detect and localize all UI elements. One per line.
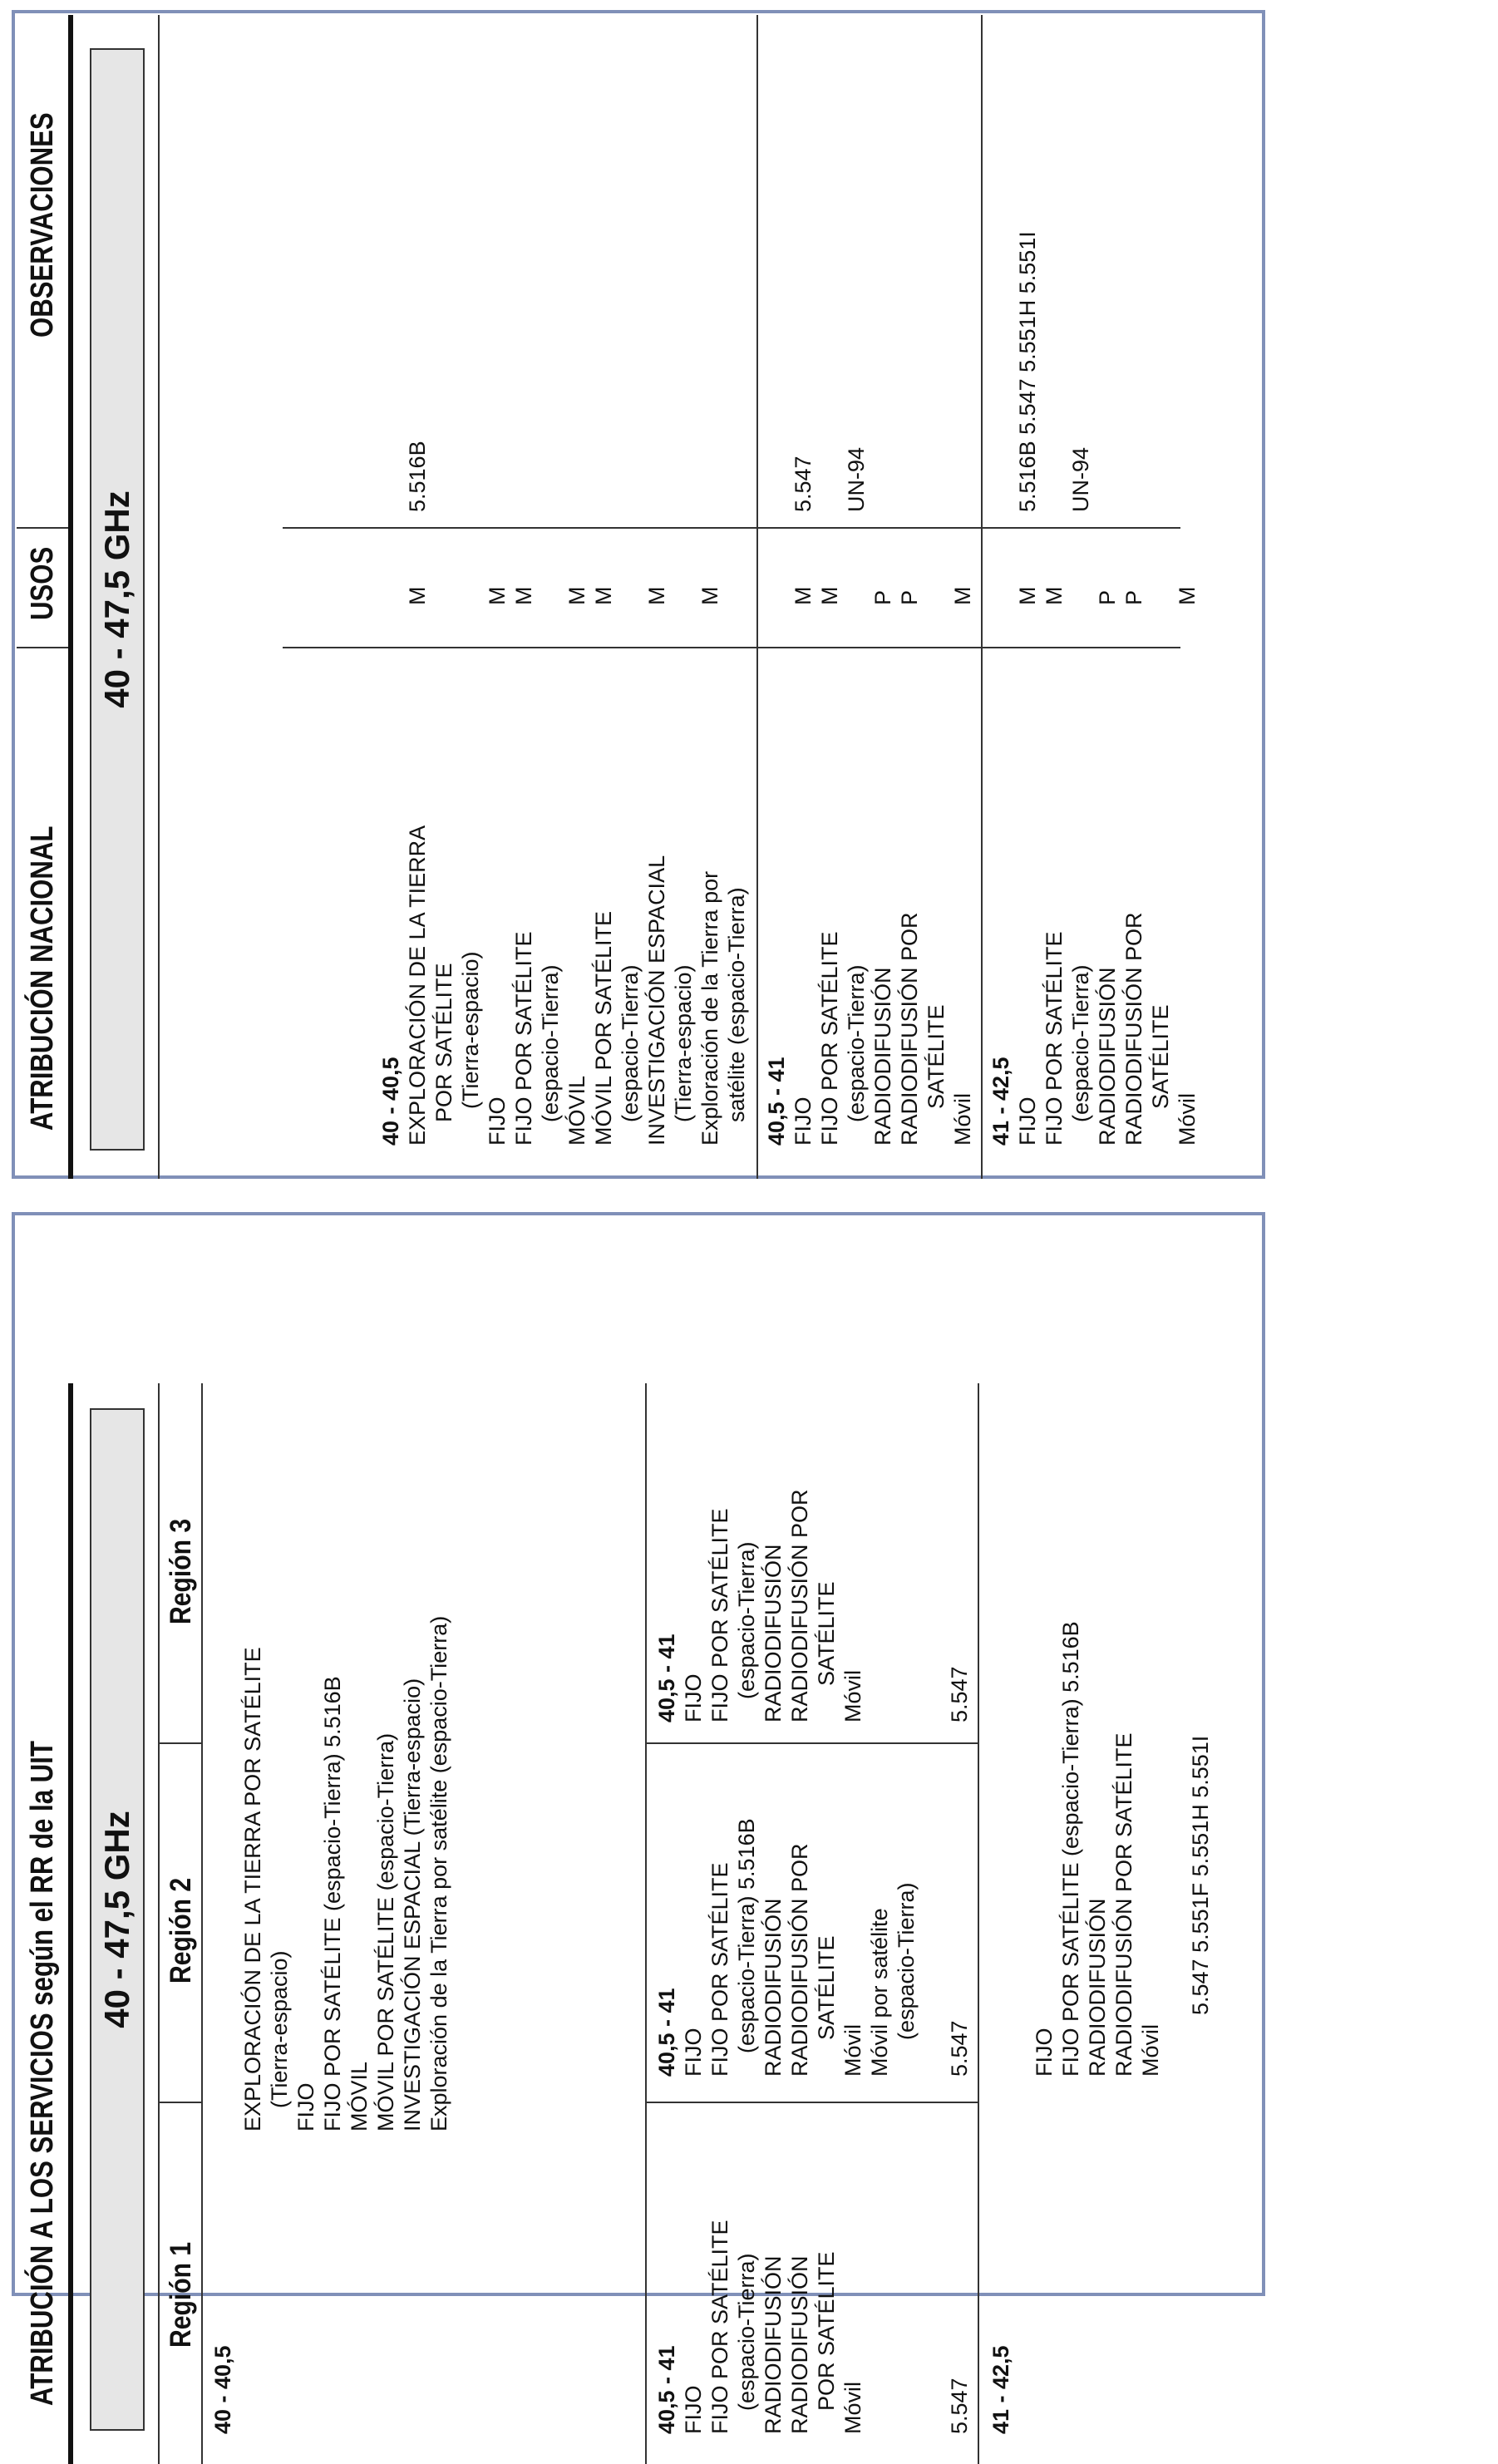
uso-code: M <box>791 586 816 605</box>
service-line: RADIODIFUSIÓN POR <box>897 912 922 1146</box>
service-line: FIJO <box>1032 2028 1057 2077</box>
row1-common <box>239 1616 452 2131</box>
hdr-sep-1 <box>158 2102 201 2103</box>
service-line: (espacio-Tierra) <box>1068 964 1093 1122</box>
uso-code: M <box>405 586 430 605</box>
row2-region2 <box>653 1818 919 2077</box>
band-label: 40,5 - 41 <box>654 2345 679 2434</box>
uso-code <box>1067 587 1094 606</box>
nac-row2-obs <box>790 447 870 512</box>
service-line: POR SATÉLITE <box>431 963 456 1122</box>
service-line: SATÉLITE <box>924 1004 949 1109</box>
service-line: FIJO POR SATÉLITE <box>707 1508 732 1722</box>
obs-spacer <box>1041 231 1067 512</box>
row2-sep-1 <box>647 2102 979 2103</box>
title-rule <box>68 15 73 1179</box>
row2-region1 <box>653 2220 866 2434</box>
service-line: RADIODIFUSIÓN POR <box>787 1843 812 2077</box>
service-line: SATÉLITE <box>814 1935 839 2040</box>
row2-region3 <box>653 1489 866 1722</box>
service-line: (espacio-Tierra) <box>894 1882 919 2040</box>
uit-panel <box>12 1212 1265 2434</box>
service-line: Móvil <box>1138 2023 1163 2077</box>
uso-code: P <box>897 589 922 605</box>
service-line: FIJO POR SATÉLITE (espacio-Tierra) 5.516B <box>1058 1621 1083 2077</box>
service-line: Móvil por satélite <box>867 1908 892 2077</box>
uso-code: M <box>697 586 722 605</box>
row1-line: EXPLORACIÓN DE LA TIERRA POR SATÉLITE <box>240 1647 265 2131</box>
service-line: (espacio-Tierra) <box>734 1541 759 1699</box>
col-sep-usos <box>283 647 1180 648</box>
row1-band: 40 - 40,5 <box>210 2345 235 2434</box>
uso-code: M <box>564 586 589 605</box>
row2-bottom-line <box>978 1383 979 2464</box>
service-line: FIJO <box>485 1096 510 1146</box>
nacional-band-bar: 40 - 47,5 GHz <box>90 48 145 1151</box>
band-label: 41 - 42,5 <box>988 1057 1013 1146</box>
uso-code: M <box>511 586 536 605</box>
nac-row1-usos <box>404 587 750 606</box>
service-line: (espacio-Tierra) <box>844 964 869 1122</box>
uso-code: M <box>485 586 510 605</box>
usos-header: USOS <box>25 546 60 620</box>
service-line: Móvil <box>840 1669 865 1722</box>
service-line: MÓVIL <box>564 1075 589 1146</box>
service-line: RADIODIFUSIÓN <box>1085 1898 1110 2077</box>
uso-code <box>537 587 564 606</box>
hdr-sep-usos <box>17 647 70 648</box>
uso-code <box>843 587 870 606</box>
uso-code <box>723 587 750 606</box>
service-line: SATÉLITE <box>814 1581 839 1686</box>
service-line: (espacio-Tierra) 5.516B <box>734 1818 759 2053</box>
row1-line: (Tierra-espacio) <box>267 1950 292 2108</box>
service-line: RADIODIFUSIÓN <box>1095 967 1120 1146</box>
service-line: RADIODIFUSIÓN <box>761 1544 786 1722</box>
row2-region1-footnote: 5.547 <box>947 2378 972 2434</box>
service-line: SATÉLITE <box>1148 1004 1173 1109</box>
service-line: FIJO POR SATÉLITE <box>707 1862 732 2077</box>
band-label: 40,5 - 41 <box>654 1634 679 1722</box>
service-line: RADIODIFUSIÓN POR <box>787 1489 812 1722</box>
uso-code <box>1147 587 1174 606</box>
region1-header: Región 1 <box>165 2241 197 2348</box>
obs-line: UN-94 <box>1068 446 1093 512</box>
uso-code <box>923 587 949 606</box>
uso-code: M <box>950 586 975 605</box>
service-line: satélite (espacio-Tierra) <box>724 887 749 1122</box>
service-line: FIJO <box>791 1096 816 1146</box>
service-line: (espacio-Tierra) <box>734 2253 759 2411</box>
hdr-sep-obs <box>17 527 70 529</box>
nac-row2-services <box>763 912 976 1146</box>
service-line: Móvil <box>950 1092 975 1146</box>
uso-code <box>457 587 484 606</box>
observaciones-header: OBSERVACIONES <box>25 112 60 338</box>
service-line: RADIODIFUSIÓN POR <box>1121 912 1146 1146</box>
row1-line: Exploración de la Tierra por satélite (espacio-Tierra) <box>426 1615 451 2131</box>
service-line: (Tierra-espacio) <box>671 964 696 1122</box>
row3-common <box>1031 1621 1164 2077</box>
nacional-panel <box>12 10 1265 1179</box>
band-label: 40,5 - 41 <box>654 1988 679 2077</box>
hdr-sep-2 <box>158 1742 201 1744</box>
row1-line: MÓVIL <box>347 2061 372 2131</box>
uso-code: M <box>817 586 842 605</box>
row2-sep-2 <box>647 1742 979 1744</box>
service-line: (espacio-Tierra) <box>538 964 563 1122</box>
service-line: FIJO POR SATÉLITE <box>707 2220 732 2434</box>
nac-row2-usos <box>790 587 976 606</box>
obs-spacer <box>816 447 843 512</box>
row1-line: FIJO POR SATÉLITE (espacio-Tierra) 5.516B <box>320 1676 345 2131</box>
band-label: 40,5 - 41 <box>764 1057 789 1146</box>
obs-line: UN-94 <box>844 446 869 512</box>
hdr-top-line <box>158 1383 160 2464</box>
service-line: RADIODIFUSIÓN <box>761 1898 786 2077</box>
row1-line: FIJO <box>293 2082 318 2131</box>
region2-header: Región 2 <box>165 1877 197 1984</box>
service-line: MÓVIL POR SATÉLITE <box>591 910 616 1146</box>
nac-row1-obs: 5.516B <box>405 441 430 512</box>
service-line: Móvil <box>840 2023 865 2077</box>
nac-row3-obs <box>1014 231 1094 512</box>
obs-line: 5.516B 5.547 5.551H 5.551I <box>1015 231 1040 512</box>
service-line: (Tierra-espacio) <box>458 951 483 1109</box>
row2-region2-footnote: 5.547 <box>947 2020 972 2077</box>
service-line: FIJO POR SATÉLITE <box>817 931 842 1146</box>
title-rule <box>68 1383 73 2464</box>
service-line: Móvil <box>1175 1092 1200 1146</box>
service-line: RADIODIFUSIÓN <box>870 967 895 1146</box>
hdr-bottom-line <box>201 1383 203 2464</box>
service-line: (espacio-Tierra) <box>618 964 643 1122</box>
nac-row1-services <box>377 825 750 1146</box>
nac-row1-bottom-line <box>756 15 758 1179</box>
service-line: FIJO <box>681 2385 706 2434</box>
table-top-line <box>158 15 160 1179</box>
uso-code <box>670 587 697 606</box>
service-line: FIJO <box>681 1673 706 1722</box>
row3-band: 41 - 42,5 <box>988 2345 1013 2434</box>
uso-code: M <box>644 586 669 605</box>
service-line: POR SATÉLITE <box>814 2251 839 2411</box>
uit-band-bar: 40 - 47,5 GHz <box>90 1408 145 2431</box>
row1-bottom-line <box>645 1383 647 2464</box>
obs-line: 5.547 <box>791 456 816 512</box>
uso-code: M <box>591 586 616 605</box>
service-line: RADIODIFUSIÓN <box>761 2255 786 2434</box>
uso-code: P <box>1095 589 1120 605</box>
uso-code <box>431 587 457 606</box>
uso-code: M <box>1175 586 1200 605</box>
service-line: FIJO <box>681 2028 706 2077</box>
service-line: EXPLORACIÓN DE LA TIERRA <box>405 825 430 1146</box>
uso-code: M <box>1042 586 1067 605</box>
nacional-page <box>17 15 1264 1179</box>
col-sep-obs <box>283 527 1180 529</box>
uso-code: P <box>870 589 895 605</box>
service-line: Móvil <box>840 2381 865 2434</box>
service-line: FIJO POR SATÉLITE <box>1042 931 1067 1146</box>
row1-line: MÓVIL POR SATÉLITE (espacio-Tierra) <box>373 1732 398 2131</box>
row2-region3-footnote: 5.547 <box>947 1666 972 1722</box>
nacional-header: ATRIBUCIÓN NACIONAL <box>25 825 60 1131</box>
service-line: FIJO <box>1015 1096 1040 1146</box>
uit-page <box>17 1383 1264 2464</box>
uit-title: ATRIBUCIÓN A LOS SERVICIOS según el RR de la UIT <box>25 1741 60 2406</box>
service-line: RADIODIFUSIÓN POR SATÉLITE <box>1111 1732 1136 2077</box>
nac-row3-usos <box>1014 587 1200 606</box>
service-line: FIJO POR SATÉLITE <box>511 931 536 1146</box>
row1-line: INVESTIGACIÓN ESPACIAL (Tierra-espacio) <box>400 1678 425 2131</box>
uso-code: P <box>1121 589 1146 605</box>
nac-row2-bottom-line <box>981 15 983 1179</box>
band-label: 40 - 40,5 <box>378 1057 403 1146</box>
region3-header: Región 3 <box>165 1518 197 1624</box>
uso-code: M <box>1015 586 1040 605</box>
uso-code <box>617 587 643 606</box>
service-line: Exploración de la Tierra por <box>697 870 722 1146</box>
service-line: RADIODIFUSIÓN <box>787 2255 812 2434</box>
service-line: INVESTIGACIÓN ESPACIAL <box>644 855 669 1146</box>
nac-row3-services <box>988 912 1200 1146</box>
row3-footnote: 5.547 5.551F 5.551H 5.551I <box>1188 1735 1213 2015</box>
